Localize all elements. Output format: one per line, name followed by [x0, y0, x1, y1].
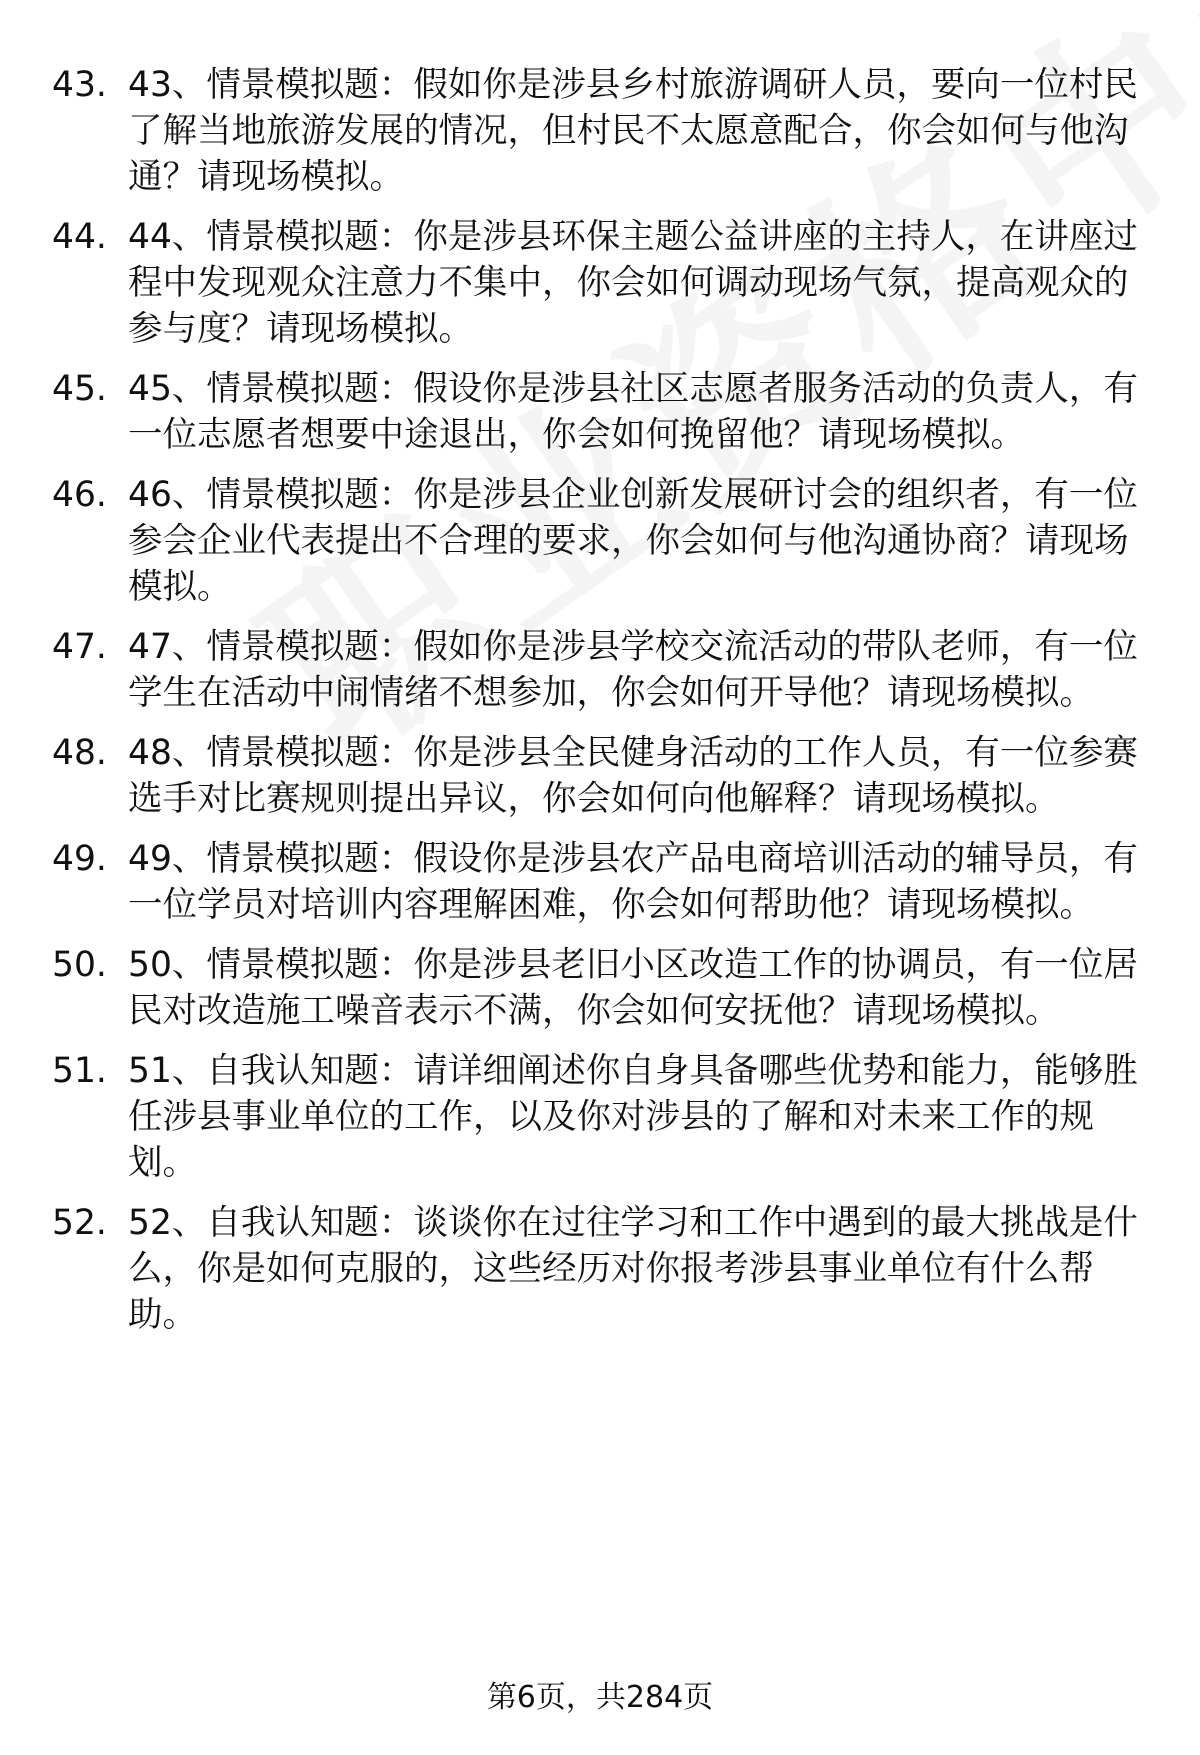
- question-list: [0, 62, 1200, 1352]
- question-item: [0, 942, 1200, 1034]
- question-number: 45.: [52, 369, 107, 409]
- question-number: 49.: [52, 839, 107, 879]
- question-number: 47.: [52, 627, 107, 667]
- question-item: [0, 1200, 1200, 1338]
- question-text: 43、情景模拟题：假如你是涉县乡村旅游调研人员，要向一位村民了解当地旅游发展的情况，但村民不太愿意配合，你会如何与他沟通？请现场模拟。: [128, 65, 1138, 197]
- question-text: 49、情景模拟题：假设你是涉县农产品电商培训活动的辅导员，有一位学员对培训内容理解困难，你会如何帮助他？请现场模拟。: [128, 839, 1138, 925]
- question-item: [0, 1048, 1200, 1186]
- question-number: 44.: [52, 217, 107, 257]
- question-number: 46.: [52, 475, 107, 515]
- page-footer: 第6页，共284页: [486, 1680, 714, 1715]
- question-text: 50、情景模拟题：你是涉县老旧小区改造工作的协调员，有一位居民对改造施工噪音表示不满，你会如何安抚他？请现场模拟。: [128, 945, 1138, 1031]
- question-text: 47、情景模拟题：假如你是涉县学校交流活动的带队老师，有一位学生在活动中闹情绪不想参加，你会如何开导他？请现场模拟。: [128, 627, 1138, 713]
- question-item: [0, 624, 1200, 716]
- question-number: 48.: [52, 733, 107, 773]
- question-item: [0, 62, 1200, 200]
- question-number: 51.: [52, 1051, 107, 1091]
- question-number: 50.: [52, 945, 107, 985]
- question-text: 45、情景模拟题：假设你是涉县社区志愿者服务活动的负责人，有一位志愿者想要中途退出，你会如何挽留他？请现场模拟。: [128, 369, 1138, 455]
- question-item: [0, 836, 1200, 928]
- question-text: 44、情景模拟题：你是涉县环保主题公益讲座的主持人，在讲座过程中发现观众注意力不集中，你会如何调动现场气氛，提高观众的参与度？请现场模拟。: [128, 217, 1138, 349]
- question-text: 51、自我认知题：请详细阐述你自身具备哪些优势和能力，能够胜任涉县事业单位的工作，以及你对涉县的了解和对未来工作的规划。: [128, 1051, 1138, 1183]
- question-item: [0, 472, 1200, 610]
- question-text: 46、情景模拟题：你是涉县企业创新发展研讨会的组织者，有一位参会企业代表提出不合理的要求，你会如何与他沟通协商？请现场模拟。: [128, 475, 1138, 607]
- question-item: [0, 730, 1200, 822]
- question-item: [0, 214, 1200, 352]
- question-number: 43.: [52, 65, 107, 105]
- question-number: 52.: [52, 1203, 107, 1243]
- question-item: [0, 366, 1200, 458]
- question-text: 52、自我认知题：谈谈你在过往学习和工作中遇到的最大挑战是什么，你是如何克服的，这些经历对你报考涉县事业单位有什么帮助。: [128, 1203, 1138, 1335]
- question-text: 48、情景模拟题：你是涉县全民健身活动的工作人员，有一位参赛选手对比赛规则提出异议，你会如何向他解释？请现场模拟。: [128, 733, 1138, 819]
